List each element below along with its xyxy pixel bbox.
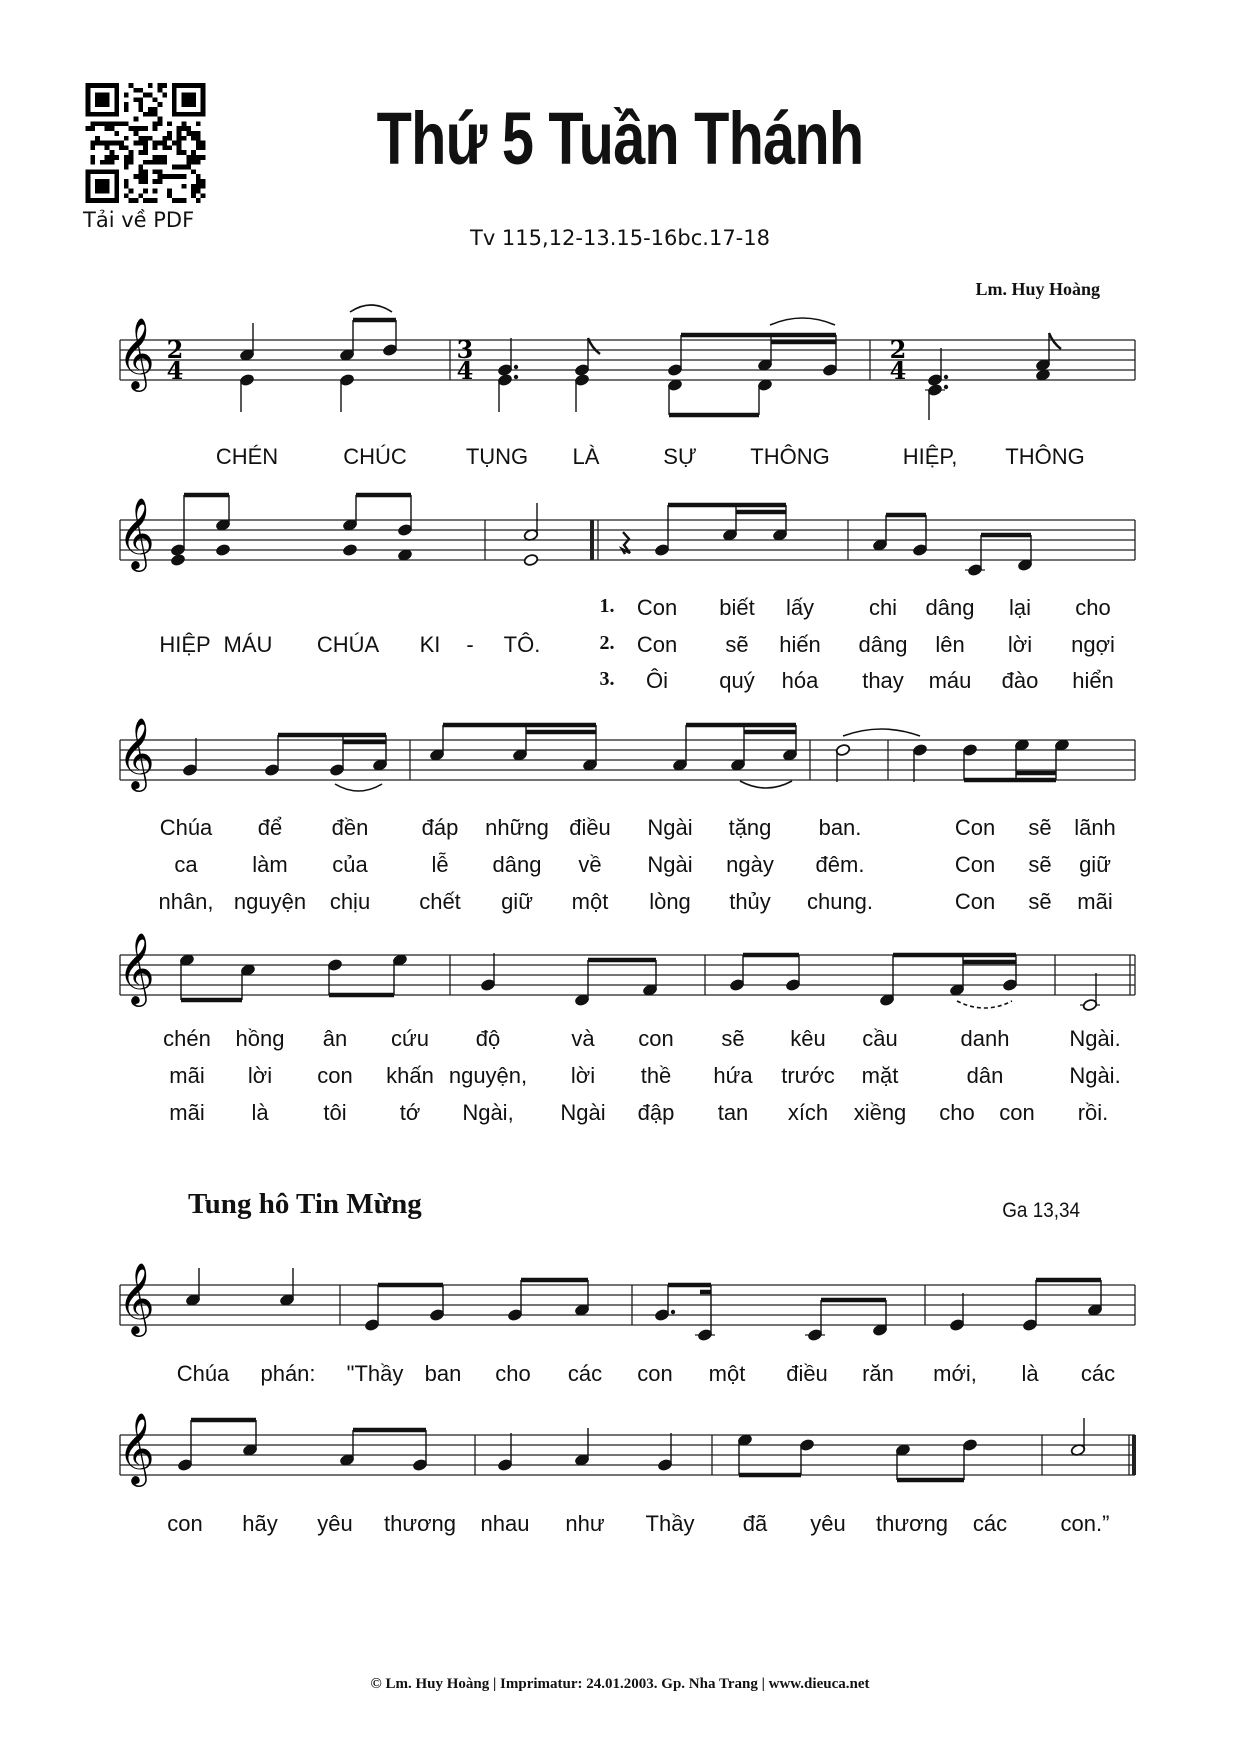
augmentation-dot — [671, 1310, 675, 1314]
lyric-syllable: ngày — [726, 852, 774, 877]
lyric-syllable: điều — [569, 815, 611, 840]
lyric-syllable: Con — [954, 815, 996, 840]
lyric-syllable: phán: — [260, 1361, 316, 1386]
lyric-syllable: các — [1080, 1361, 1116, 1386]
lyric-syllable: những — [485, 815, 549, 840]
lyric-syllable: yêu — [810, 1511, 846, 1536]
lyric-syllable: xích — [787, 1100, 829, 1125]
lyric-syllable: là — [1021, 1361, 1039, 1386]
copyright-footer: © Lm. Huy Hoàng | Imprimatur: 24.01.2003. Gp. Nha Trang | www.dieuca.net — [370, 1676, 870, 1692]
augmentation-dot — [944, 385, 948, 389]
lyric-syllable: kêu — [790, 1026, 826, 1051]
lyric-syllable: con — [167, 1511, 203, 1536]
lyric-syllable: giữ — [501, 889, 533, 914]
lyric-syllable: tớ — [399, 1100, 421, 1125]
time-signature-top: 3 — [456, 335, 474, 364]
lyric-syllable: mãi — [169, 1063, 205, 1088]
lyric-syllable: sẽ — [1028, 815, 1052, 840]
lyric-syllable: giữ — [1079, 852, 1111, 877]
slur — [957, 1001, 1012, 1008]
lyric-syllable: biết — [719, 595, 755, 620]
lyric-syllable: mãi — [169, 1100, 205, 1125]
lyric-syllable: chết — [419, 889, 461, 914]
lyrics-verse1-start — [0, 595, 1240, 625]
lyrics-verse2-end — [0, 1063, 1240, 1093]
lyric-syllable: Con — [954, 852, 996, 877]
lyric-syllable: tôi — [323, 1100, 347, 1125]
lyric-syllable: Con — [636, 595, 678, 620]
lyric-syllable: đập — [637, 1100, 675, 1125]
lyric-syllable: là — [251, 1100, 269, 1125]
treble-clef-icon: 𝄞 — [118, 931, 155, 1004]
treble-clef-icon: 𝄞 — [118, 1411, 155, 1484]
lyric-syllable: TÔ. — [503, 632, 541, 657]
lyric-syllable: nguyện — [233, 889, 307, 914]
lyric-syllable: cho — [1075, 595, 1111, 620]
lyric-syllable: thay — [862, 668, 904, 693]
lyric-syllable: Ngài. — [1069, 1063, 1121, 1088]
lyric-syllable: Ôi — [646, 668, 668, 693]
lyric-syllable: lại — [1008, 595, 1032, 620]
lyric-syllable: hồng — [235, 1026, 285, 1051]
lyric-syllable: như — [565, 1511, 605, 1536]
lyric-syllable: máu — [928, 668, 972, 693]
lyric-syllable: khấn — [386, 1063, 434, 1088]
lyric-syllable: THÔNG — [1005, 444, 1085, 469]
lyric-syllable: con — [638, 1026, 674, 1051]
lyric-syllable: hứa — [713, 1063, 753, 1088]
augmentation-dot — [514, 375, 518, 379]
lyric-syllable: đã — [742, 1511, 768, 1536]
time-signature-bottom: 4 — [166, 356, 184, 385]
lyric-syllable: cho — [939, 1100, 975, 1125]
notehead — [170, 553, 185, 566]
lyrics-acclamation-line2 — [0, 1511, 1240, 1541]
lyric-syllable: dân — [966, 1063, 1004, 1088]
lyric-syllable: dâng — [925, 595, 975, 620]
lyric-syllable: ân — [322, 1026, 348, 1051]
lyric-syllable: đáp — [421, 815, 459, 840]
lyric-syllable: quý — [719, 668, 755, 693]
lyric-syllable: đền — [331, 815, 369, 840]
lyric-syllable: sẽ — [1028, 889, 1052, 914]
lyric-syllable: xiềng — [853, 1100, 907, 1125]
lyric-syllable: chi — [868, 595, 898, 620]
lyric-syllable: HIỆP — [159, 632, 211, 657]
staff-system-5 — [0, 1245, 1240, 1365]
lyrics-verse3-start — [0, 668, 1240, 698]
lyric-syllable: nhân, — [158, 889, 214, 914]
lyrics-refrain-line2 — [0, 632, 1240, 662]
lyrics-verse3-end — [0, 1100, 1240, 1130]
acclamation-reference: Ga 13,34 — [1002, 1199, 1080, 1222]
lyrics-verse3-mid — [0, 889, 1240, 919]
lyric-syllable: các — [972, 1511, 1008, 1536]
lyric-syllable: rồi. — [1077, 1100, 1109, 1125]
lyric-syllable: lời — [570, 1063, 596, 1088]
final-barline — [1132, 1435, 1136, 1475]
lyric-syllable: hiến — [779, 632, 821, 657]
lyric-syllable: lên — [935, 632, 965, 657]
verse-number: 1. — [599, 595, 615, 617]
lyric-syllable: Ngài, — [462, 1100, 514, 1125]
augmentation-dot — [514, 365, 518, 369]
quarter-rest-icon — [622, 532, 630, 554]
lyric-syllable: - — [466, 632, 474, 657]
treble-clef-icon: 𝄞 — [118, 716, 155, 789]
lyric-syllable: ca — [174, 852, 198, 877]
staff-system-3 — [0, 700, 1240, 820]
lyric-syllable: ngợi — [1071, 632, 1115, 657]
lyric-syllable: lễ — [431, 852, 449, 877]
lyric-syllable: điều — [786, 1361, 828, 1386]
lyric-syllable: danh — [960, 1026, 1010, 1051]
lyric-syllable: cứu — [391, 1026, 429, 1051]
lyric-syllable: trước — [781, 1063, 835, 1088]
lyric-syllable: dâng — [492, 852, 542, 877]
slur — [740, 781, 792, 788]
lyrics-refrain-line1 — [0, 444, 1240, 474]
notehead — [523, 553, 538, 566]
lyric-syllable: HIỆP, — [902, 444, 958, 469]
lyric-syllable: "Thầy — [346, 1361, 404, 1386]
lyric-syllable: ban — [424, 1361, 462, 1386]
composer-name: Lm. Huy Hoàng — [975, 279, 1100, 299]
slur — [843, 729, 920, 736]
lyric-syllable: một — [708, 1361, 746, 1386]
note-flag — [1049, 333, 1061, 349]
time-signature-top: 2 — [889, 335, 907, 364]
lyric-syllable: mặt — [861, 1063, 899, 1088]
psalm-reference: Tv 115,12-13.15-16bc.17-18 — [470, 226, 770, 250]
staff-system-2 — [0, 480, 1240, 600]
lyric-syllable: về — [578, 852, 602, 877]
lyric-syllable: lòng — [649, 889, 691, 914]
lyrics-acclamation-line1 — [0, 1361, 1240, 1391]
lyric-syllable: Con — [954, 889, 996, 914]
lyric-syllable: SỰ — [663, 444, 697, 469]
time-signature-bottom: 4 — [889, 356, 907, 385]
notehead — [342, 543, 357, 556]
lyric-syllable: THÔNG — [750, 444, 830, 469]
lyric-syllable: sẽ — [725, 632, 749, 657]
lyric-syllable: nguyện, — [448, 1063, 528, 1088]
lyric-syllable: CHÉN — [215, 444, 279, 469]
lyric-syllable: TỤNG — [465, 444, 529, 469]
lyric-syllable: răn — [862, 1361, 894, 1386]
time-signature-bottom: 4 — [456, 356, 474, 385]
augmentation-dot — [944, 375, 948, 379]
lyric-syllable: nhau — [480, 1511, 530, 1536]
staff-system-4 — [0, 915, 1240, 1035]
lyric-syllable: sẽ — [721, 1026, 745, 1051]
time-signature-top: 2 — [166, 335, 184, 364]
slur — [770, 318, 835, 325]
lyric-syllable: hiển — [1072, 668, 1114, 693]
lyric-syllable: thủy — [729, 889, 771, 914]
lyric-syllable: chén — [163, 1026, 211, 1051]
staff-system-6 — [0, 1395, 1240, 1515]
lyric-syllable: làm — [252, 852, 288, 877]
lyric-syllable: ban. — [818, 815, 862, 840]
lyric-syllable: lấy — [785, 595, 815, 620]
lyric-syllable: mãi — [1077, 889, 1113, 914]
lyric-syllable: và — [571, 1026, 595, 1051]
lyric-syllable: MÁU — [223, 632, 273, 657]
lyrics-verse1-mid — [0, 815, 1240, 845]
song-title: Thứ 5 Tuần Thánh — [376, 97, 864, 180]
lyric-syllable: LÀ — [572, 444, 600, 469]
lyric-syllable: chịu — [329, 889, 371, 914]
lyric-syllable: hãy — [242, 1511, 278, 1536]
lyric-syllable: mới, — [933, 1361, 977, 1386]
lyric-syllable: con — [999, 1100, 1035, 1125]
lyric-syllable: con — [317, 1063, 353, 1088]
lyric-syllable: Ngài — [560, 1100, 606, 1125]
acclamation-title: Tung hô Tin Mừng — [188, 1188, 422, 1220]
lyric-syllable: Chúa — [159, 815, 213, 840]
notehead — [215, 543, 230, 556]
lyric-syllable: đào — [1001, 668, 1039, 693]
lyric-syllable: Con — [636, 632, 678, 657]
lyric-syllable: lời — [247, 1063, 273, 1088]
lyric-syllable: Thầy — [645, 1511, 695, 1536]
lyric-syllable: đêm. — [815, 852, 865, 877]
lyric-syllable: sẽ — [1028, 852, 1052, 877]
lyric-syllable: thương — [384, 1511, 456, 1536]
treble-clef-icon: 𝄞 — [118, 316, 155, 389]
lyric-syllable: cho — [495, 1361, 531, 1386]
lyric-syllable: của — [332, 852, 368, 877]
lyric-syllable: tặng — [728, 815, 772, 840]
lyric-syllable: Ngài — [647, 815, 693, 840]
lyric-syllable: lãnh — [1074, 815, 1116, 840]
lyric-syllable: CHÚA — [316, 632, 380, 657]
download-pdf-label[interactable]: Tải về PDF — [83, 208, 195, 232]
lyric-syllable: cầu — [862, 1026, 898, 1051]
lyric-syllable: một — [571, 889, 609, 914]
treble-clef-icon: 𝄞 — [118, 496, 155, 569]
lyric-syllable: tan — [717, 1100, 749, 1125]
lyrics-verse1-end — [0, 1026, 1240, 1056]
lyric-syllable: thương — [876, 1511, 948, 1536]
lyric-syllable: lời — [1007, 632, 1033, 657]
lyric-syllable: chung. — [806, 889, 874, 914]
staff-system-1 — [0, 300, 1240, 420]
lyric-syllable: yêu — [317, 1511, 353, 1536]
treble-clef-icon: 𝄞 — [118, 1261, 155, 1334]
lyric-syllable: để — [257, 815, 283, 840]
verse-number: 2. — [599, 632, 615, 654]
lyric-syllable: con.” — [1060, 1511, 1110, 1536]
slur — [350, 305, 392, 312]
lyric-syllable: dâng — [858, 632, 908, 657]
lyrics-verse2-mid — [0, 852, 1240, 882]
lyric-syllable: độ — [475, 1026, 501, 1051]
lyric-syllable: Ngài. — [1069, 1026, 1121, 1051]
lyric-syllable: Chúa — [176, 1361, 230, 1386]
lyric-syllable: Ngài — [647, 852, 693, 877]
lyric-syllable: CHÚC — [343, 444, 407, 469]
lyric-syllable: con — [637, 1361, 673, 1386]
lyric-syllable: các — [567, 1361, 603, 1386]
verse-number: 3. — [599, 668, 615, 690]
lyric-syllable: hóa — [781, 668, 819, 693]
lyric-syllable: thề — [640, 1063, 672, 1088]
slur — [335, 784, 382, 791]
lyric-syllable: KI — [419, 632, 441, 657]
thick-barline — [590, 520, 594, 560]
